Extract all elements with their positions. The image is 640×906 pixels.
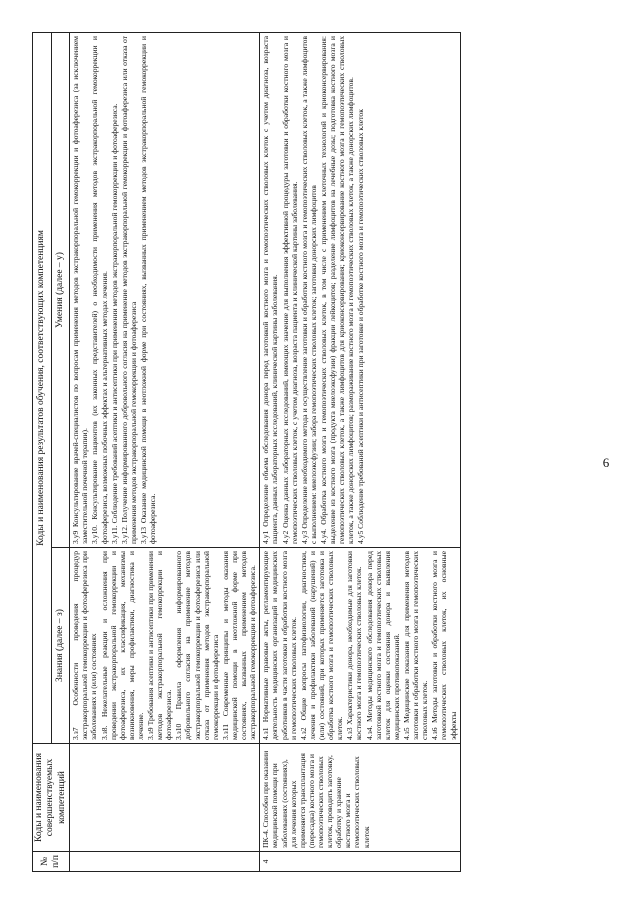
knowledge-item: 4.з2 Общие вопросы патофизиологии, диагностики, лечения и профилактики заболеваний (нарушений) и (или) состояний, при которых применяется заготовка и обработка костного мозга и гемопоэтических стволовых клеток. <box>298 551 345 740</box>
header-skills: Умения (далее – у) <box>51 33 70 548</box>
skill-item: 4.у2 Оценка данных лабораторных исследований, имеющих значение для выполнения эффективной процедуры заготовки и обработки костного мозга и гемопоэтических стволовых клеток, с учетом диагноза, возраста пациента и клинической картины заболевания. <box>280 36 299 544</box>
skill-item: 3.у10. Консультирование пациентов (их законных представителей) о необходимости применения методов экстракорпоральной гемокоррекции и фотоаферезиса, возможных побочных эффектах и альтернативных методах лечения. <box>90 36 109 544</box>
knowledge-item: 3.з8. Нежелательные реакции и осложнения при проведении экстракорпоральной гемокоррекции и фотоаферезиса, их классификация, механизмы возникновения, меры профилактики, диагностика и лечение. <box>99 551 145 740</box>
header-codes: Коды и наименования совершенствуемых компетенций <box>33 744 70 852</box>
table-row-continued <box>70 33 260 872</box>
page-number: 6 <box>602 454 610 470</box>
row1-num <box>70 852 260 872</box>
skill-item: 3.у9 Консультирование врачей-специалистов по вопросам применения методов экстракорпоральной гемокоррекции и фотоаферезиса (за исключением заместительной почечной терапии). <box>71 36 90 544</box>
knowledge-item: 4.з6 Методы заготовки и обработки костного мозга и гемопоэтических стволовых клеток, их основные эффекты <box>430 551 458 740</box>
skill-item: 3.у11. Соблюдение требований асептики и антисептики при применении методов экстракорпоральной гемокоррекции и фотоаферезиса. <box>109 103 119 544</box>
knowledge-item: 3.з11 Современные принципы и методы оказания медицинской помощи в неотложной форме при состояниях, вызванных применением методов экстракорпоральной гемокоррекции и фотоаферезиса. <box>220 551 258 740</box>
knowledge-item: 4.з3 Характеристики донора, необходимые для заготовки костного мозга и гемопоэтических стволовых клеток. <box>345 551 364 740</box>
knowledge-item: 3.з9 Требования асептики и антисептики при применении методов экстракорпоральной гемокоррекции и фотоаферезиса. <box>146 551 174 740</box>
header-row-1 <box>33 33 52 872</box>
skill-item: 4.у1 Определение объема обследования донора перед заготовкой костного мозга и гемопоэтических стволовых клеток с учетом диагноза, возраста пациента, данных лабораторных исследований, клинической картины заболевания. <box>261 36 280 544</box>
knowledge-item: 3.з7 Особенности проведения процедур экстракорпоральной гемокоррекции и фотоаферезиса при заболеваниях и (или) состояниях <box>71 551 99 740</box>
row1-knowledge <box>70 548 260 744</box>
skill-item: 3.у12. Получение информированного добровольного согласия на применение методов экстракорпоральной гемокоррекции и фотоаферезиса или отказа от применения методов экстракорпоральной гемокоррекции и фотоаферезиса <box>119 36 138 544</box>
header-results: Коды и наименования результатов обучения, соответствующих компетенциям <box>33 33 52 744</box>
knowledge-item: 3.з10 Правила оформления информированного добровольного согласия на применение методов экстракорпоральной гемокоррекции и фотоаферезиса или отказа от применения методов экстракорпоральной гемокоррекции и фотоаферезиса <box>174 551 220 740</box>
header-knowledge: Знания (далее – з) <box>51 548 70 744</box>
row2-competency: ПК-4. Способен при оказании медицинской помощи при заболеваниях (состояниях), для лечения которых применяется трансплантация (пересадка) костного мозга и гемопоэтических стволовых клеток, проводить заготовку, обработку и хранение костного мозга и гемопоэтических стволовых клеток <box>260 744 460 852</box>
row2-knowledge <box>260 548 460 744</box>
knowledge-item: 4.з4. Методы медицинского обследования донора перед заготовкой костного мозга и гемопоэтических стволовых клеток для оценки состояния донора и выявления медицинских противопоказаний. <box>364 551 401 740</box>
skill-item: 4.у5 Соблюдение требований асептики и антисептики при заготовке и обработке костного мозга и гемопоэтических стволовых клеток <box>356 109 366 544</box>
knowledge-item: 4.з1 Нормативные правовые акты, регламентирующие деятельность медицинских организаций и медицинских работников в части заготовки и обработки костного мозга и гемопоэтических стволовых клеток. <box>261 551 298 740</box>
header-num: № п/п <box>33 852 70 872</box>
row1-skills <box>70 33 260 548</box>
row2-num: 4 <box>260 852 460 872</box>
skill-item: 4.у3 Определение необходимого метода и осуществление заготовки и обработки костного мозга и гемопоэтических стволовых клеток, а также лимфоцитов с выполнением: миелоэксфузии; забора гемопоэтических стволовых клеток; заготовки донорских лимфоцитов <box>299 36 318 544</box>
row2-skills <box>260 33 460 548</box>
skill-item: 3.у13 Оказание медицинской помощи в неотложной форме при состояниях, вызванных применением методов экстракорпоральной гемокоррекции и фотоаферезиса. <box>138 36 158 544</box>
table-row-pk4 <box>260 33 460 872</box>
competency-table <box>32 32 461 872</box>
row1-competency <box>70 744 260 852</box>
knowledge-item: 4.з5 Медицинские показания для применения методов заготовки и обработки костного мозга и гемопоэтических стволовых клеток. <box>402 551 430 740</box>
skill-item: 4.у4. Обработка костного мозга и гемопоэтических стволовых клеток, в том числе с применением клеточных технологий и криоконсервирования: выделение из костного мозга (продукта миелоэксфузии) фракции лейкоцитов; разделение лимфоцитов на лечебные дозы; подготовка костного мозга и гемопоэтических стволовых клеток, а также лимфоцитов для криоконсервирования; криоконсервирование костного мозга и гемопоэтических стволовых клеток, а также донорских лимфоцитов; размораживание костного мозга и гемопоэтических стволовых клеток, а также донорских лимфоцитов. <box>319 36 356 544</box>
